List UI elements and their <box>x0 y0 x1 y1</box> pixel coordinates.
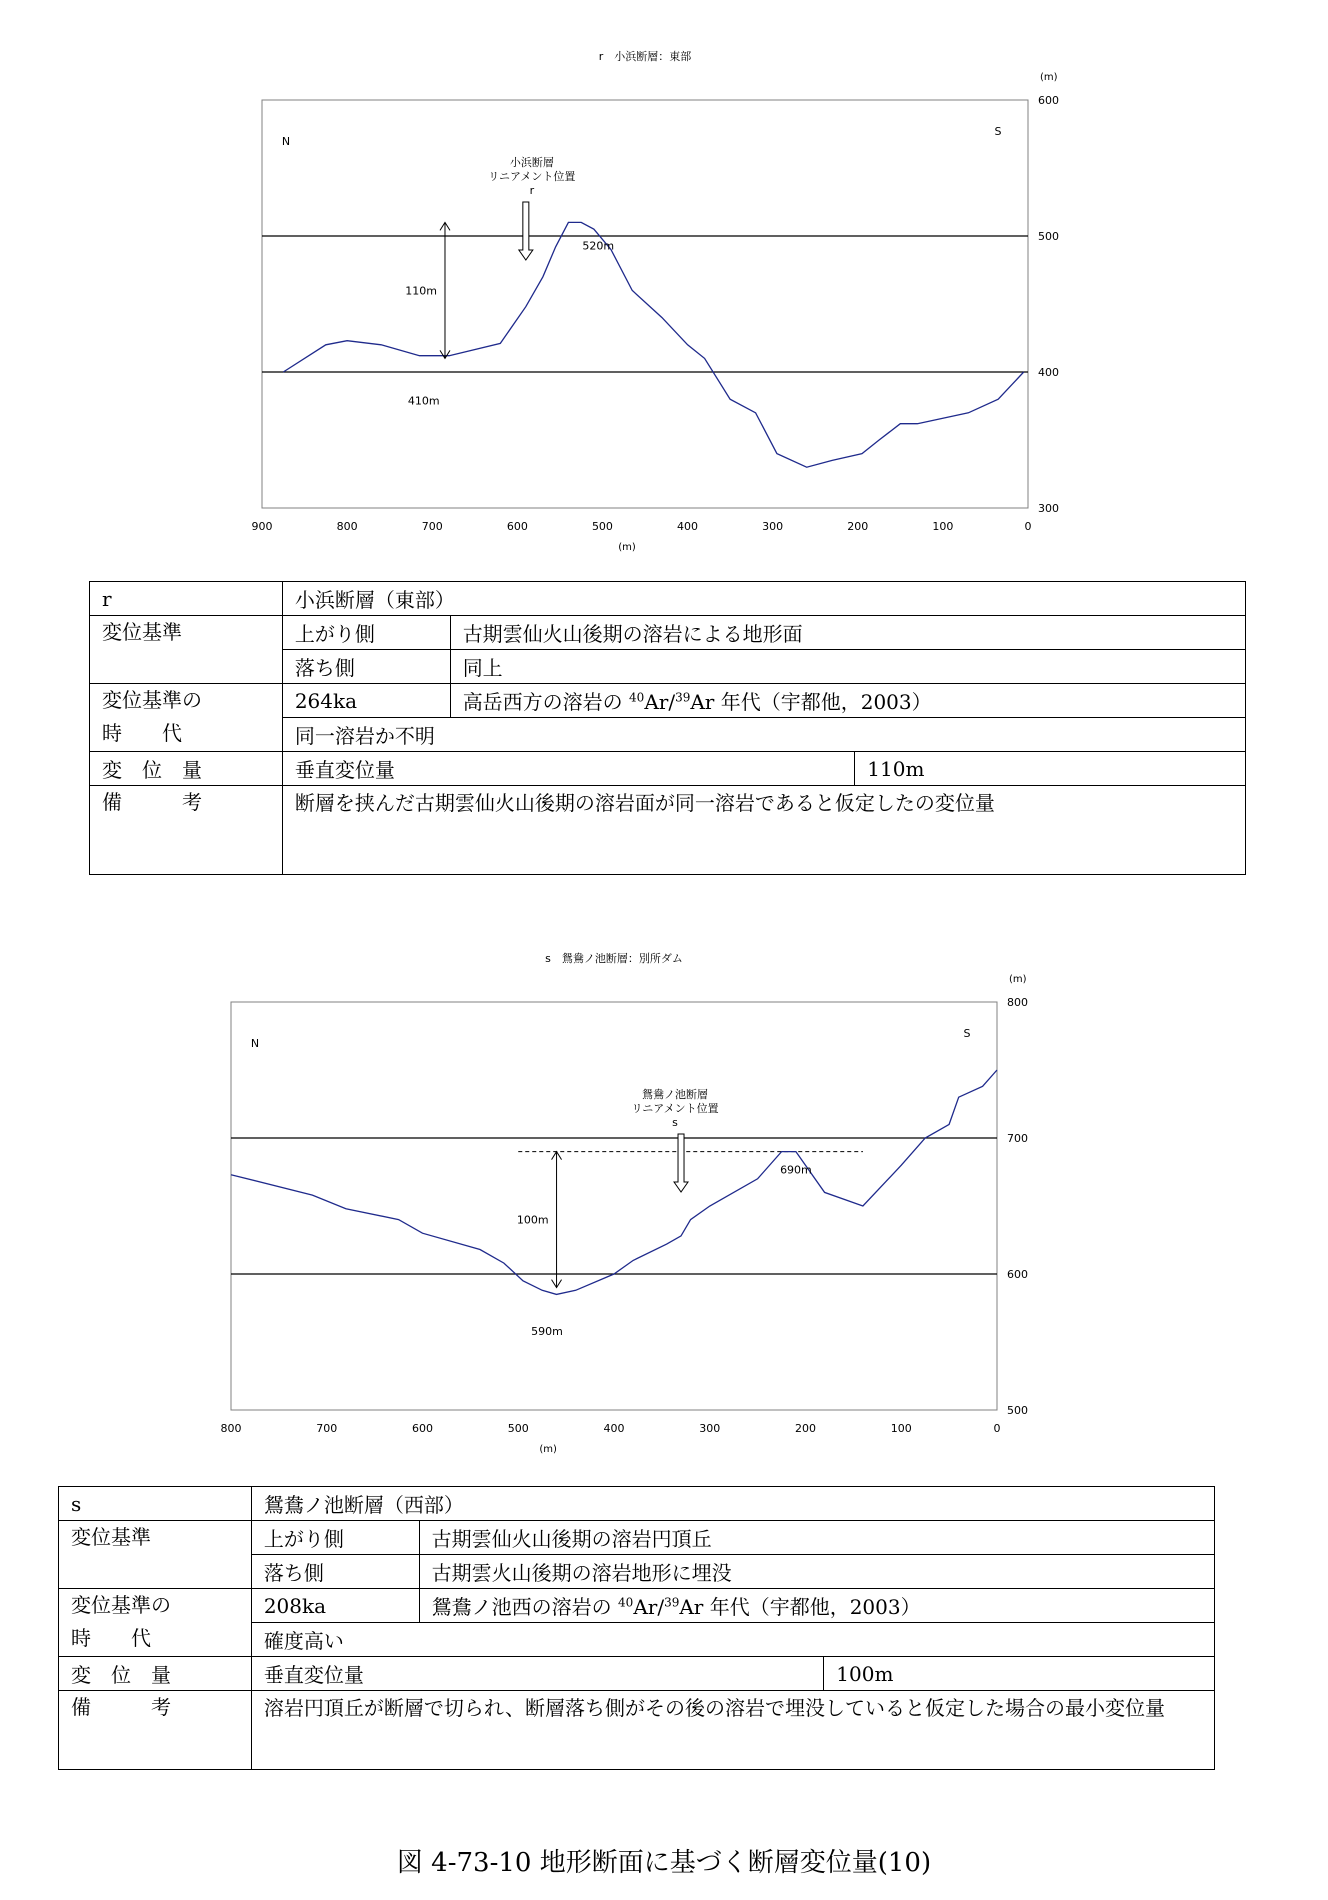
table-row <box>90 684 1246 718</box>
age-label-line1: 変位基準の <box>71 1593 171 1617</box>
x-tick-label: 400 <box>677 520 699 533</box>
y-tick-label: 600 <box>1007 1268 1028 1281</box>
x-tick-label: 200 <box>795 1422 816 1435</box>
amount-type: 垂直変位量 <box>282 752 854 786</box>
age-method-ref: Ar 年代（宇都他，2003） <box>690 690 932 714</box>
direction-south: S <box>994 125 1002 138</box>
age-label <box>59 1589 252 1657</box>
x-tick-label: 700 <box>316 1422 338 1435</box>
y-tick-label: 400 <box>1038 366 1059 379</box>
down-side-value: 古期雲火山後期の溶岩地形に埋没 <box>419 1555 1214 1589</box>
direction-north: N <box>281 135 291 148</box>
down-side-label: 落ち側 <box>251 1555 419 1589</box>
x-tick-label: 100 <box>890 1422 912 1435</box>
isotope-40: 40 <box>629 690 645 705</box>
low-elevation-label: 590m <box>531 1325 563 1339</box>
peak-elevation-label: 520m <box>582 239 615 253</box>
y-tick-label: 500 <box>1038 230 1059 243</box>
fault-lineament-label: r <box>529 184 535 197</box>
table-row <box>59 1521 1215 1555</box>
profile-chart-r <box>0 0 1328 560</box>
age-method-text: 高岳西方の溶岩の <box>462 690 630 714</box>
x-tick-label: 900 <box>251 520 273 533</box>
x-axis-unit: (m) <box>618 542 636 553</box>
plot-frame <box>262 100 1028 508</box>
figure-caption: 図 4-73-10 地形断面に基づく断層変位量(10) <box>396 1848 932 1878</box>
x-tick-label: 300 <box>699 1422 721 1435</box>
age-method <box>419 1589 1214 1623</box>
table-row <box>90 616 1246 650</box>
fault-position-arrow-icon <box>519 202 533 260</box>
table-row <box>90 582 1246 616</box>
profile-chart-s-svg <box>0 950 1328 1470</box>
age-label-line2: 時 代 <box>102 721 182 745</box>
fault-name: 小浜断層（東部） <box>282 582 1245 616</box>
x-tick-label: 0 <box>993 1422 1001 1435</box>
amount-type: 垂直変位量 <box>251 1657 823 1691</box>
age-method <box>450 684 1245 718</box>
y-axis-unit: (m) <box>1009 974 1027 985</box>
down-side-value: 同上 <box>450 650 1245 684</box>
table-row <box>90 786 1246 875</box>
age-method-text: 鴛鴦ノ池西の溶岩の <box>431 1595 619 1619</box>
disp-base-label: 変位基準 <box>59 1521 252 1589</box>
age-label-line2: 時 代 <box>71 1626 151 1650</box>
plot-frame <box>231 1002 997 1410</box>
peak-elevation-label: 690m <box>780 1163 812 1177</box>
table-row <box>59 1487 1215 1521</box>
fault-lineament-label: 鴛鴦ノ池断層 <box>642 1088 709 1101</box>
direction-south: S <box>963 1027 971 1040</box>
profile-chart-r-svg <box>0 0 1328 560</box>
fault-position-arrow-icon <box>674 1134 688 1192</box>
x-tick-label: 600 <box>506 520 528 533</box>
age-method-ar: Ar/ <box>633 1595 665 1619</box>
down-side-label: 落ち側 <box>282 650 450 684</box>
x-tick-label: 600 <box>412 1422 433 1435</box>
x-tick-label: 100 <box>932 520 954 533</box>
y-axis-unit: (m) <box>1040 72 1058 83</box>
fault-lineament-label: リニアメント位置 <box>631 1102 719 1115</box>
fault-lineament-label: s <box>672 1116 678 1129</box>
y-tick-label: 800 <box>1007 996 1028 1009</box>
low-elevation-label: 410m <box>407 394 440 408</box>
x-tick-label: 500 <box>591 520 613 533</box>
table-row <box>90 752 1246 786</box>
fault-id: s <box>59 1487 252 1521</box>
age-label <box>90 684 283 752</box>
x-tick-label: 300 <box>762 520 784 533</box>
isotope-40: 40 <box>618 1595 634 1610</box>
up-side-value: 古期雲仙火山後期の溶岩円頂丘 <box>419 1521 1214 1555</box>
chart-title: r 小浜断層：東部 <box>598 50 692 63</box>
displacement-label: 110m <box>405 284 437 298</box>
remarks-value: 断層を挟んだ古期雲仙火山後期の溶岩面が同一溶岩であると仮定したの変位量 <box>282 786 1245 875</box>
age-note: 確度高い <box>251 1623 1214 1657</box>
x-tick-label: 500 <box>507 1422 529 1435</box>
fault-lineament-label: 小浜断層 <box>509 156 554 169</box>
table-row <box>59 1589 1215 1623</box>
age-note: 同一溶岩か不明 <box>282 718 1245 752</box>
y-tick-label: 600 <box>1038 94 1059 107</box>
remarks-label: 備 考 <box>90 786 283 875</box>
amount-value: 100m <box>824 1657 1215 1691</box>
y-tick-label: 500 <box>1007 1404 1028 1417</box>
amount-label: 変 位 量 <box>90 752 283 786</box>
remarks-value: 溶岩円頂丘が断層で切られ、断層落ち側がその後の溶岩で埋没していると仮定した場合の最小変位量 <box>251 1691 1214 1770</box>
y-tick-label: 700 <box>1007 1132 1028 1145</box>
chart-title: s 鴛鴦ノ池断層：別所ダム <box>545 952 683 965</box>
fault-name: 鴛鴦ノ池断層（西部） <box>251 1487 1214 1521</box>
disp-base-label: 変位基準 <box>90 616 283 684</box>
up-side-value: 古期雲仙火山後期の溶岩による地形面 <box>450 616 1245 650</box>
x-tick-label: 0 <box>1024 520 1032 533</box>
x-tick-label: 200 <box>847 520 869 533</box>
age-value: 208ka <box>251 1589 419 1623</box>
x-tick-label: 800 <box>336 520 358 533</box>
fault-table-s <box>58 1486 1215 1770</box>
x-tick-label: 400 <box>603 1422 625 1435</box>
age-value: 264ka <box>282 684 450 718</box>
remarks-label: 備 考 <box>59 1691 252 1770</box>
profile-line <box>283 222 1023 467</box>
x-axis-unit: (m) <box>539 1444 557 1455</box>
fault-id: r <box>90 582 283 616</box>
table-row <box>59 1691 1215 1770</box>
fault-lineament-label: リニアメント位置 <box>488 170 576 183</box>
x-tick-label: 700 <box>421 520 443 533</box>
profile-line <box>231 1070 997 1294</box>
up-side-label: 上がり側 <box>282 616 450 650</box>
age-method-ref: Ar 年代（宇都他，2003） <box>679 1595 921 1619</box>
profile-chart-s <box>0 950 1328 1470</box>
direction-north: N <box>250 1037 260 1050</box>
fault-table-r <box>89 581 1246 875</box>
isotope-39: 39 <box>664 1595 680 1610</box>
amount-label: 変 位 量 <box>59 1657 252 1691</box>
y-tick-label: 300 <box>1038 502 1059 515</box>
amount-value: 110m <box>855 752 1246 786</box>
up-side-label: 上がり側 <box>251 1521 419 1555</box>
isotope-39: 39 <box>675 690 691 705</box>
displacement-label: 100m <box>516 1213 549 1227</box>
x-tick-label: 800 <box>220 1422 242 1435</box>
age-label-line1: 変位基準の <box>102 688 202 712</box>
table-row <box>59 1657 1215 1691</box>
age-method-ar: Ar/ <box>644 690 676 714</box>
